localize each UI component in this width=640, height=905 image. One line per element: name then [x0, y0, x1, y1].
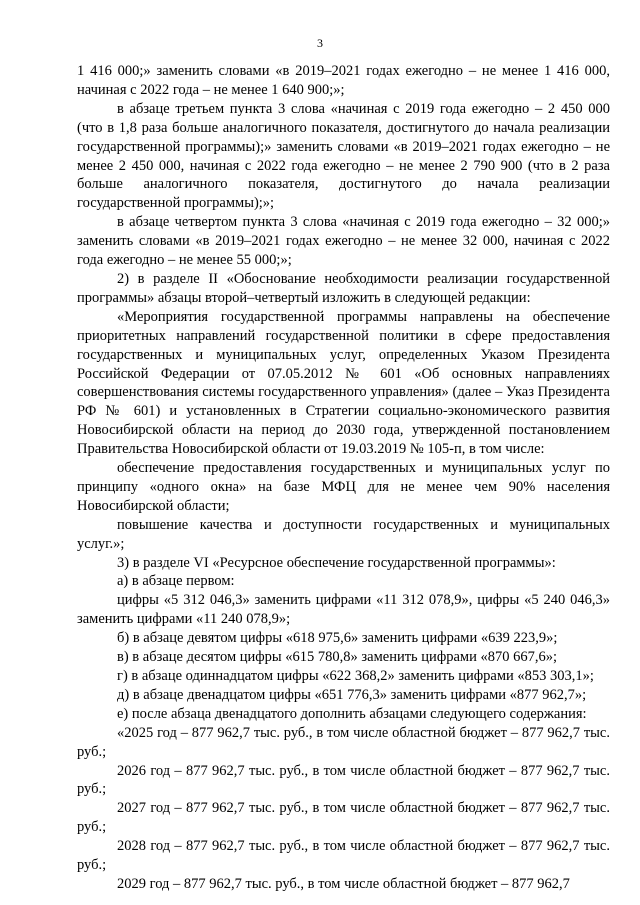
paragraph: 1 416 000;» заменить словами «в 2019–2021 годах ежегодно – не менее 1 416 000, начиная с 2022 года – не менее 1 640 900;»;	[77, 63, 610, 98]
document-body	[77, 62, 610, 894]
paragraph: а) в абзаце первом:	[117, 573, 235, 590]
paragraph: цифры «5 312 046,3» заменить цифрами «11 312 078,9», цифры «5 240 046,3» заменить цифрами «11 240 078,9»;	[77, 592, 610, 628]
paragraph: повышение качества и доступности государственных и муниципальных услуг.»;	[77, 516, 610, 552]
paragraph: д) в абзаце двенадцатом цифры «651 776,3» заменить цифрами «877 962,7»;	[117, 686, 587, 703]
paragraph: 2029 год – 877 962,7 тыс. руб., в том числе областной бюджет – 877 962,7	[117, 875, 570, 892]
paragraph: б) в абзаце девятом цифры «618 975,6» заменить цифрами «639 223,9»;	[117, 630, 558, 647]
paragraph: 2028 год – 877 962,7 тыс. руб., в том числе областной бюджет – 877 962,7 тыс. руб.;	[77, 838, 610, 874]
paragraph: 2) в разделе II «Обоснование необходимости реализации государственной программы» абзацы второй–четвертый изложить в следующей редакции:	[77, 270, 610, 306]
paragraph: 3) в разделе VI «Ресурсное обеспечение государственной программы»:	[117, 554, 556, 571]
paragraph: 2027 год – 877 962,7 тыс. руб., в том числе областной бюджет – 877 962,7 тыс. руб.;	[77, 800, 610, 836]
paragraph: «2025 год – 877 962,7 тыс. руб., в том числе областной бюджет – 877 962,7 тыс. руб.;	[77, 724, 610, 760]
paragraph: 2026 год – 877 962,7 тыс. руб., в том числе областной бюджет – 877 962,7 тыс. руб.;	[77, 762, 610, 798]
paragraph: «Мероприятия государственной программы направлены на обеспечение приоритетных направлений государственной политики в сфере предоставления государственных и муниципальных услуг, определенных Указом Президента Российской Федерации от 07.05.2012 № 601 «Об основных направлениях совершенствования системы государственного управления» (далее – Указ Президента РФ № 601) и установленных в Стратегии социально-экономического развития Новосибирской области на период до 2030 года, утвержденной постановлением Правительства Новосибирской области от 19.03.2019 № 105-п, в том числе:	[77, 308, 610, 458]
paragraph: в абзаце третьем пункта 3 слова «начиная с 2019 года ежегодно – 2 450 000 (что в 1,8 раза больше аналогичного показателя, достигнутого до начала реализации государственной программы);» заменить словами «в 2019–2021 годах ежегодно – не менее 2 450 000, начиная с 2022 года ежегодно – не менее 2 790 900 (что в 2 раза больше аналогичного показателя, достигнутого до начала реализации государственной программы);»;	[77, 100, 610, 212]
paragraph: г) в абзаце одиннадцатом цифры «622 368,2» заменить цифрами «853 303,1»;	[117, 668, 594, 684]
paragraph: в абзаце четвертом пункта 3 слова «начиная с 2019 года ежегодно – 32 000;» заменить словами «в 2019–2021 годах ежегодно – не менее 32 000, начиная с 2022 года ежегодно – не менее 55 000;»;	[77, 214, 610, 269]
paragraph: е) после абзаца двенадцатого дополнить абзацами следующего содержания:	[117, 705, 587, 722]
page-number: 3	[317, 36, 323, 50]
paragraph: в) в абзаце десятом цифры «615 780,8» заменить цифрами «870 667,6»;	[117, 649, 557, 666]
paragraph: обеспечение предоставления государственных и муниципальных услуг по принципу «одного окна» на базе МФЦ для не менее чем 90% населения Новосибирской области;	[77, 460, 610, 514]
